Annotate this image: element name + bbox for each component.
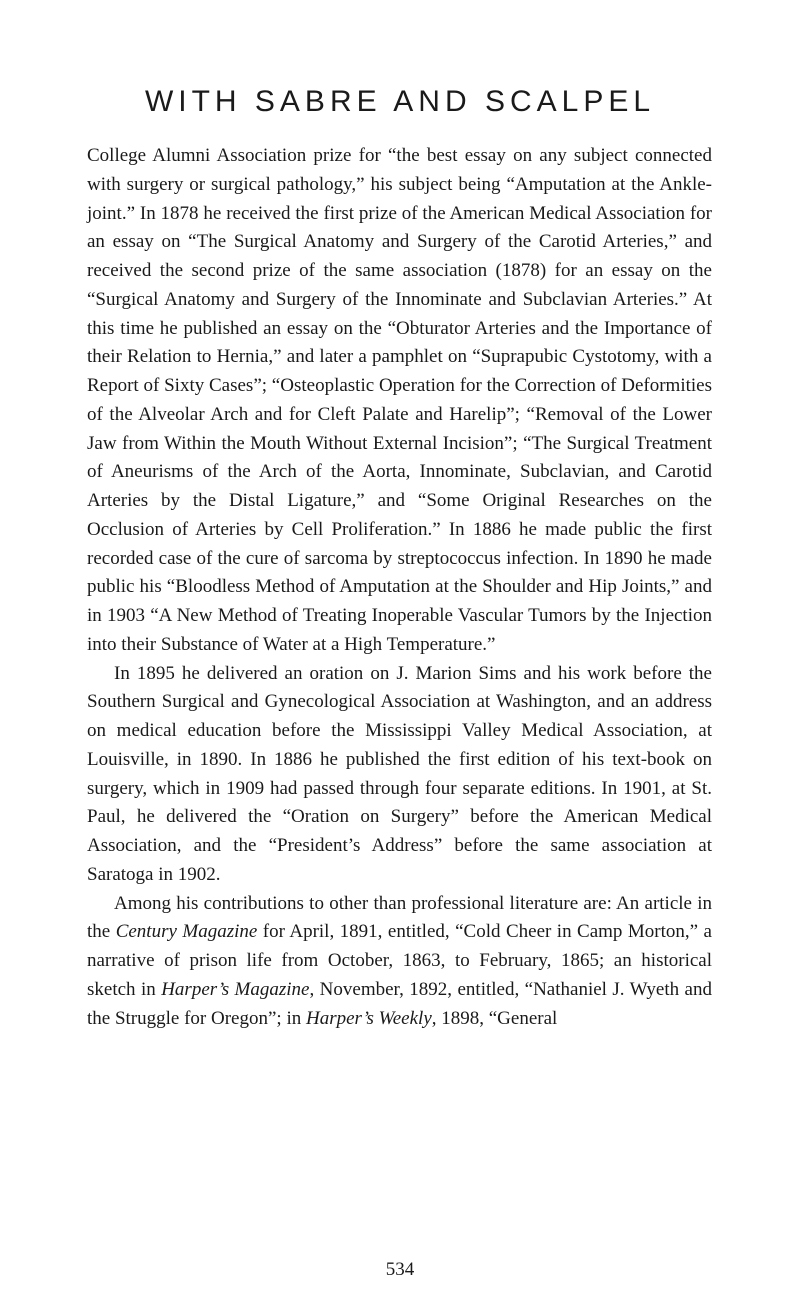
text-run: Among his contributions to other than professional literature are: An article in the xyxy=(87,892,712,943)
italic-title: Century Magazine xyxy=(115,921,258,943)
paragraph-3 xyxy=(87,890,712,1034)
text-run: for April, 1891, entitled, “Cold Cheer in Camp Morton,” a narrative of prison life from October, 1863, to February, 1865; an historical sketch in xyxy=(87,921,712,1000)
text-run: College Alumni Association prize for “the best essay on any subject connected with surgery or surgical pathology,” his subject being “Amputation at the Ankle-joint.” In 1878 he received the first prize of the American Medical Association for an essay on “The Surgical Anatomy and Surgery of the Carotid Arteries,” and received the second prize of the same association (1878) for an essay on the “Surgical Anatomy and Surgery of the Innominate and Subclavian Arteries.” At this time he published an essay on the “Obturator Arteries and the Importance of their Relation to Hernia,” and later a pamphlet on “Suprapubic Cystotomy, with a Report of Sixty Cases”; “Osteoplastic Operation for the Correction of Deformities of the Alveolar Arch and for Cleft Palate and Harelip”; “Removal of the Lower Jaw from Within the Mouth Without External Incision”; “The Surgical Treatment of Aneurisms of the Arch of the Aorta, Innominate, Subclavian, and Carotid Arteries by the Distal Ligature,” and “Some Original Researches on the Occlusion of Arteries by Cell Proliferation.” In 1886 he made public the first recorded case of the cure of sarcoma by streptococcus infection. In 1890 he made public his “Bloodless Method of Amputation at the Shoulder and Hip Joints,” and in 1903 “A New Method of Treating Inoperable Vascular Tumors by the Injection into their Substance of Water at a High Temperature.” xyxy=(87,145,712,655)
paragraph-1 xyxy=(87,142,712,660)
text-run: In 1895 he delivered an oration on J. Marion Sims and his work before the Southern Surgical and Gynecological Association at Washington, and an address on medical education before the Mississippi Valley Medical Association, at Louisville, in 1890. In 1886 he published the first edition of his text-book on surgery, which in 1909 had passed through four separate editions. In 1901, at St. Paul, he delivered the “Oration on Surgery” before the American Medical Association, and the “President’s Address” before the same association at Saratoga in 1902. xyxy=(87,662,712,885)
italic-title: Harper’s Weekly xyxy=(305,1007,432,1029)
italic-title: Harper’s Magazine xyxy=(161,978,310,1000)
page-number: 534 xyxy=(385,1259,415,1280)
paragraph-2 xyxy=(87,660,712,890)
running-head: WITH SABRE AND SCALPEL xyxy=(144,85,656,118)
body-text xyxy=(87,142,712,1033)
text-run: , 1898, “General xyxy=(431,1007,558,1029)
text-run: , November, 1892, entitled, “Nathaniel J. Wyeth and the Struggle for Oregon”; in xyxy=(87,978,712,1029)
